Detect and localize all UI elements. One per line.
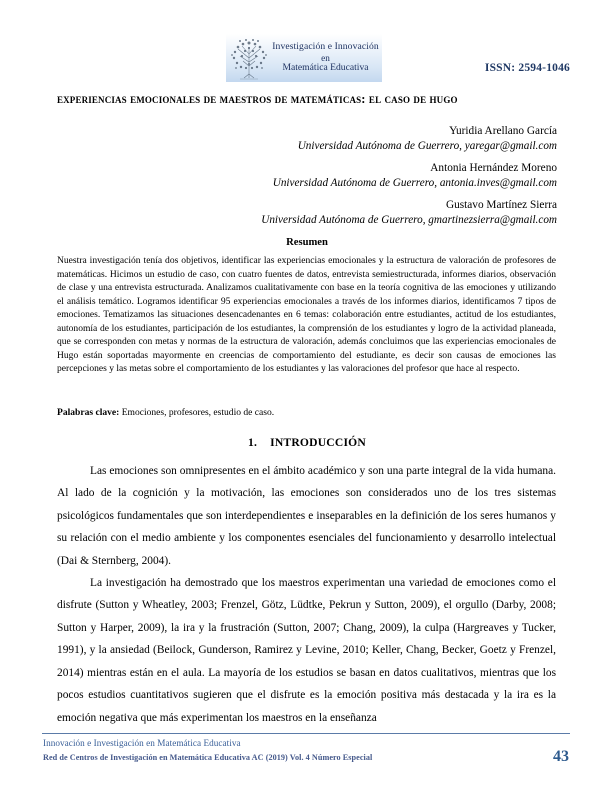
keywords-line — [57, 406, 556, 420]
author-name: Antonia Hernández Moreno — [430, 162, 557, 175]
issn-label: ISSN: 2594-1046 — [484, 62, 570, 74]
author-name: Yuridia Arellano García — [449, 125, 557, 137]
abstract-heading: Resumen — [286, 237, 328, 248]
author-affiliation: Universidad Autónoma de Guerrero, yaregar@gmail.com — [297, 139, 557, 152]
page-title: experiencias emocionales de maestros de matemáticas: el caso de hugo — [57, 92, 458, 106]
author-affiliation: Universidad Autónoma de Guerrero, gmartinezsierra@gmail.com — [261, 213, 557, 226]
masthead — [0, 32, 612, 84]
author-block — [57, 124, 557, 235]
body-paragraph: La investigación ha demostrado que los maestros experimentan una variedad de emociones como el disfrute (Sutton y Wheatley, 2003; Frenzel, Götz, Lüdtke, Pekrun y Sutton, 2009), el orgullo (Darby, 2008; Sutton y Harper, 2009), la ira y la frustración (Sutton, 2007; Chang, 2009), la culpa (Hargreaves y Tucker, 1991), y la ansiedad (Beilock, Gunderson, Ramirez y Levine, 2010; Keller, Chang, Becker, Goetz y Frenzel, 2014) mientras están en el aula. La mayoría de los estudios se basan en datos cualitativos, mientras que los pocos estudios cuantitativos sugieren que el disfrute es la emoción positiva más destacada y la ira es la emoción negativa que más experimentan los maestros en la enseñanza — [57, 577, 556, 724]
author-name: Gustavo Martínez Sierra — [445, 199, 557, 212]
keywords-label: Palabras clave: — [57, 407, 120, 418]
page-number: 43 — [553, 748, 569, 765]
footer-divider — [42, 733, 570, 734]
dandelion-tree-icon — [226, 34, 272, 82]
footer-journal-name: Innovación e Investigación en Matemática Educativa — [43, 738, 241, 748]
logo-line-2: en — [321, 52, 330, 63]
keywords-value: Emociones, profesores, estudio de caso. — [119, 407, 275, 418]
logo-line-3: Matemática Educativa — [282, 62, 369, 74]
section-number: 1. — [248, 436, 258, 449]
section-heading — [57, 436, 557, 449]
footer-publisher-info: Red de Centros de Investigación en Matemática Educativa AC (2019) Vol. 4 Número Especial — [43, 753, 373, 762]
author-entry — [57, 161, 557, 191]
author-entry — [57, 198, 557, 228]
author-affiliation: Universidad Autónoma de Guerrero, antonia.inves@gmail.com — [272, 176, 557, 189]
abstract-text: Nuestra investigación tenía dos objetivos, identificar las experiencias emocionales y la estructura de valoración de profesores de matemáticas. Hicimos un estudio de caso, con cuatro fuentes de datos, entrevista semiestructurada, informes diarios, observación de clase y una entrevista estructurada. Analizamos cualitativamente con base en la teoría cognitiva de las emociones y utilizando el análisis temático. Logramos identificar 95 experiencias emocionales a través de los informes diarios, identificamos 7 tipos de emociones. Tematizamos las situaciones desencadenantes en 6 temas: colaboración entre estudiantes, actitud de los estudiantes, autonomía de los estudiantes, participación de los estudiantes, la comprensión de los estudiantes y logro de la actividad planeada, que se corresponden con metas y normas de la estructura de valoración, además concluimos que las experiencias emocionales de Hugo están soportadas mayormente en creencias de comportamiento del estudiante, es decir son causas de emociones las percepciones y las metas sobre el comportamiento de los estudiantes y las valoraciones del profesor que hace al respecto. — [57, 255, 556, 375]
journal-logo-text — [272, 42, 382, 74]
section-title: INTRODUCCIÓN — [270, 436, 366, 449]
logo-line-1: Investigación e Innovación — [272, 41, 379, 53]
journal-logo — [225, 33, 383, 83]
author-entry — [57, 124, 557, 154]
body-paragraph: Las emociones son omnipresentes en el ámbito académico y son una parte integral de la vida humana. Al lado de la cognición y la motivación, las emociones son considerados uno de los tres sistemas psicológicos fundamentales que son interdependientes e inseparables en la definición de los seres humanos y su relación con el medio ambiente y los componentes esenciales del funcionamiento y desarrollo intelectual (Dai & Sternberg, 2004). — [57, 465, 556, 567]
